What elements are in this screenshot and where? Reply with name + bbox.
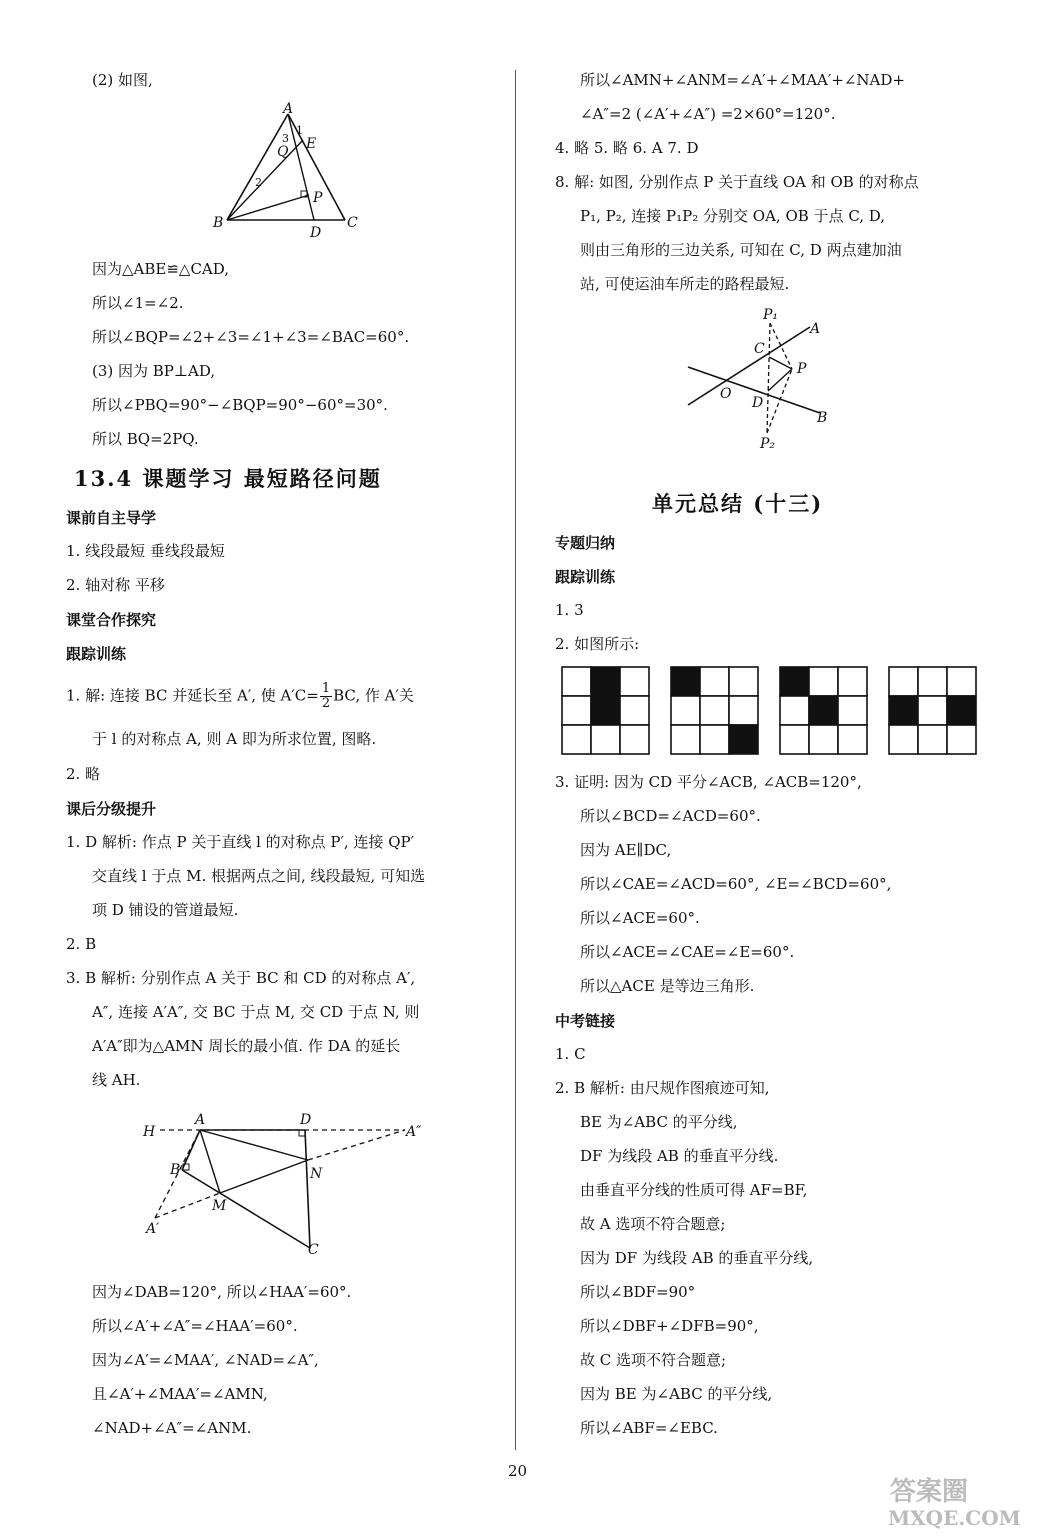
grid-4-cell	[889, 696, 918, 725]
right-top-2: ∠A″=2 (∠A′+∠A″) =2×60°=120°.	[580, 105, 836, 123]
fig2-label-a-double: A″	[406, 1124, 422, 1140]
right-track-2: 2. 如图所示:	[555, 635, 640, 653]
after-line-6: A″, 连接 A′A″, 交 BC 于点 M, 交 CD 于点 N, 则	[92, 1003, 420, 1021]
quadrilateral-figure	[140, 1108, 430, 1258]
fig2-label-d: D	[300, 1112, 312, 1128]
fig2-label-a: A	[195, 1112, 206, 1128]
exam-line-9: 所以∠DBF+∠DFB=90°,	[580, 1317, 759, 1335]
after-line-3: 项 D 铺设的管道最短.	[92, 901, 239, 919]
exam-line-11: 因为 BE 为∠ABC 的平分线,	[580, 1385, 773, 1403]
right-track-1: 1. 3	[555, 601, 584, 619]
fig3-label-c: C	[754, 341, 765, 357]
grid-1-cell	[562, 667, 591, 696]
fig2-label-c: C	[308, 1242, 319, 1258]
grid-3-cell	[838, 696, 867, 725]
grid-1-cell	[620, 696, 649, 725]
exam-line-10: 故 C 选项不符合题意;	[580, 1351, 727, 1369]
grid-1-cell	[620, 725, 649, 754]
grid-2-cell	[729, 667, 758, 696]
track-answer-1-cont: 于 l 的对称点 A, 则 A 即为所求位置, 图略.	[92, 730, 377, 748]
grid-4-cell	[947, 696, 976, 725]
track-answer-2: 2. 略	[66, 765, 101, 783]
grid-2-cell	[671, 725, 700, 754]
pre-study-1: 1. 线段最短 垂线段最短	[66, 542, 225, 560]
after-line-4: 2. B	[66, 935, 97, 953]
grid-2-cell	[671, 696, 700, 725]
pre-study-2: 2. 轴对称 平移	[66, 576, 165, 594]
pre-study-heading: 课前自主导学	[66, 509, 157, 527]
proof-line-1: 3. 证明: 因为 CD 平分∠ACB, ∠ACB=120°,	[555, 773, 862, 791]
part2-intro: (2) 如图,	[92, 71, 153, 89]
exam-line-4: DF 为线段 AB 的垂直平分线.	[580, 1147, 779, 1165]
grid-3-cell	[809, 696, 838, 725]
proof-line-6: 所以∠ACE=∠CAE=∠E=60°.	[580, 943, 795, 961]
after-line-7: A′A″即为△AMN 周长的最小值. 作 DA 的延长	[92, 1037, 401, 1055]
after2-line-4: 且∠A′+∠MAA′=∠AMN,	[92, 1385, 268, 1403]
after2-line-5: ∠NAD+∠A″=∠ANM.	[92, 1419, 252, 1437]
track-answer-1-part-b: BC, 作 A′关	[333, 686, 414, 705]
after-line-2: 交直线 l 于点 M. 根据两点之间, 线段最短, 可知选	[92, 867, 426, 885]
reflection-figure	[680, 305, 840, 455]
grid-3-cell	[838, 667, 867, 696]
exam-line-5: 由垂直平分线的性质可得 AF=BF,	[580, 1181, 808, 1199]
exam-line-1: 1. C	[555, 1045, 586, 1063]
right-top-3: 4. 略 5. 略 6. A 7. D	[555, 139, 699, 157]
part2-line-1: 因为△ABE≌△CAD,	[92, 260, 230, 278]
fig1-angle-1: 1	[296, 124, 303, 137]
after2-line-3: 因为∠A′=∠MAA′, ∠NAD=∠A″,	[92, 1351, 319, 1369]
grid-2-cell	[700, 696, 729, 725]
after-class-heading: 课后分级提升	[66, 800, 157, 818]
right-top-4: 8. 解: 如图, 分别作点 P 关于直线 OA 和 OB 的对称点	[555, 173, 919, 191]
exam-line-3: BE 为∠ABC 的平分线,	[580, 1113, 738, 1131]
fig3-label-d: D	[752, 395, 764, 411]
exam-line-12: 所以∠ABF=∠EBC.	[580, 1419, 718, 1437]
exam-line-8: 所以∠BDF=90°	[580, 1283, 696, 1301]
part3-line-2: 所以∠PBQ=90°−∠BQP=90°−60°=30°.	[92, 396, 388, 414]
right-top-5: P₁, P₂, 连接 P₁P₂ 分别交 OA, OB 于点 C, D,	[580, 207, 886, 225]
proof-line-5: 所以∠ACE=60°.	[580, 909, 700, 927]
page-number: 20	[508, 1462, 528, 1480]
grid-2-cell	[729, 696, 758, 725]
track-heading-right: 跟踪训练	[555, 568, 616, 586]
right-top-1: 所以∠AMN+∠ANM=∠A′+∠MAA′+∠NAD+	[580, 71, 905, 89]
triangle-figure	[205, 100, 370, 240]
watermark-line1: 答案圈	[890, 1477, 969, 1507]
grid-3-cell	[780, 667, 809, 696]
part2-line-3: 所以∠BQP=∠2+∠3=∠1+∠3=∠BAC=60°.	[92, 328, 410, 346]
fig3-label-p: P	[797, 361, 807, 377]
fig1-angle-3: 3	[282, 132, 289, 145]
after-line-8: 线 AH.	[92, 1071, 141, 1089]
fig3-label-b: B	[817, 410, 828, 426]
right-top-7: 站, 可使运油车所走的路程最短.	[580, 275, 790, 293]
fig3-label-p2: P₂	[760, 436, 776, 452]
right-top-6: 则由三角形的三边关系, 可知在 C, D 两点建加油	[580, 241, 902, 259]
fig1-angle-2: 2	[255, 176, 262, 189]
grid-4-cell	[947, 667, 976, 696]
track-answer-1-part-a: 1. 解: 连接 BC 并延长至 A′, 使 A′C=	[66, 686, 319, 705]
fig3-label-p1: P₁	[763, 307, 779, 323]
grid-1-cell	[562, 725, 591, 754]
grid-4-cell	[947, 725, 976, 754]
track-heading-left: 跟踪训练	[66, 645, 127, 663]
grid-patterns	[560, 665, 985, 760]
grid-4-cell	[889, 725, 918, 754]
fig1-label-q: Q	[277, 144, 289, 160]
after2-line-1: 因为∠DAB=120°, 所以∠HAA′=60°.	[92, 1283, 352, 1301]
exam-heading: 中考链接	[555, 1012, 616, 1030]
grid-4-cell	[889, 667, 918, 696]
fig2-label-a-prime: A′	[146, 1221, 160, 1237]
fig1-label-a: A	[283, 101, 294, 117]
fig3-label-a: A	[810, 321, 821, 337]
column-divider	[515, 70, 516, 1450]
fig2-label-m: M	[212, 1198, 227, 1214]
proof-line-7: 所以△ACE 是等边三角形.	[580, 977, 755, 995]
fig2-label-n: N	[310, 1166, 323, 1182]
fig1-label-c: C	[347, 215, 358, 231]
grid-2-cell	[729, 725, 758, 754]
part3-line-3: 所以 BQ=2PQ.	[92, 430, 199, 448]
grid-1-cell	[620, 667, 649, 696]
proof-line-2: 所以∠BCD=∠ACD=60°.	[580, 807, 761, 825]
watermark-logo	[880, 1470, 1030, 1530]
after-line-5: 3. B 解析: 分别作点 A 关于 BC 和 CD 的对称点 A′,	[66, 969, 416, 987]
grid-1-cell	[591, 696, 620, 725]
section-title: 13.4 课题学习 最短路径问题	[74, 466, 382, 491]
after-line-1: 1. D 解析: 作点 P 关于直线 l 的对称点 P′, 连接 QP′	[66, 833, 415, 851]
watermark-line2: MXQE.COM	[888, 1506, 1021, 1530]
fig2-label-b: B	[170, 1162, 181, 1178]
part2-line-2: 所以∠1=∠2.	[92, 294, 184, 312]
fig1-label-p: P	[313, 190, 323, 206]
fig1-label-b: B	[213, 215, 224, 231]
grid-3-cell	[838, 725, 867, 754]
exam-line-7: 因为 DF 为线段 AB 的垂直平分线,	[580, 1249, 814, 1267]
grid-3-cell	[809, 667, 838, 696]
exam-line-2: 2. B 解析: 由尺规作图痕迹可知,	[555, 1079, 770, 1097]
grid-3-cell	[780, 696, 809, 725]
grid-3-cell	[809, 725, 838, 754]
fraction-half: $\frac{1}{2}$	[321, 681, 331, 711]
class-heading: 课堂合作探究	[66, 611, 157, 629]
grid-1-cell	[562, 696, 591, 725]
part3-line-1: (3) 因为 BP⊥AD,	[92, 362, 216, 380]
exam-line-6: 故 A 选项不符合题意;	[580, 1215, 726, 1233]
grid-1-cell	[591, 667, 620, 696]
grid-4-cell	[918, 696, 947, 725]
after2-line-2: 所以∠A′+∠A″=∠HAA′=60°.	[92, 1317, 298, 1335]
topic-heading: 专题归纳	[555, 534, 616, 552]
grid-2-cell	[700, 725, 729, 754]
grid-2-cell	[700, 667, 729, 696]
track-answer-1	[66, 682, 414, 711]
grid-4-cell	[918, 667, 947, 696]
proof-line-4: 所以∠CAE=∠ACD=60°, ∠E=∠BCD=60°,	[580, 875, 892, 893]
grid-2-cell	[671, 667, 700, 696]
unit-summary-title: 单元总结 (十三)	[652, 491, 824, 516]
fig2-label-h: H	[143, 1124, 156, 1140]
fig3-label-o: O	[720, 386, 732, 402]
fig1-label-e: E	[306, 136, 317, 152]
grid-1-cell	[591, 725, 620, 754]
proof-line-3: 因为 AE∥DC,	[580, 841, 672, 859]
grid-4-cell	[918, 725, 947, 754]
grid-3-cell	[780, 725, 809, 754]
fig1-label-d: D	[310, 225, 322, 240]
